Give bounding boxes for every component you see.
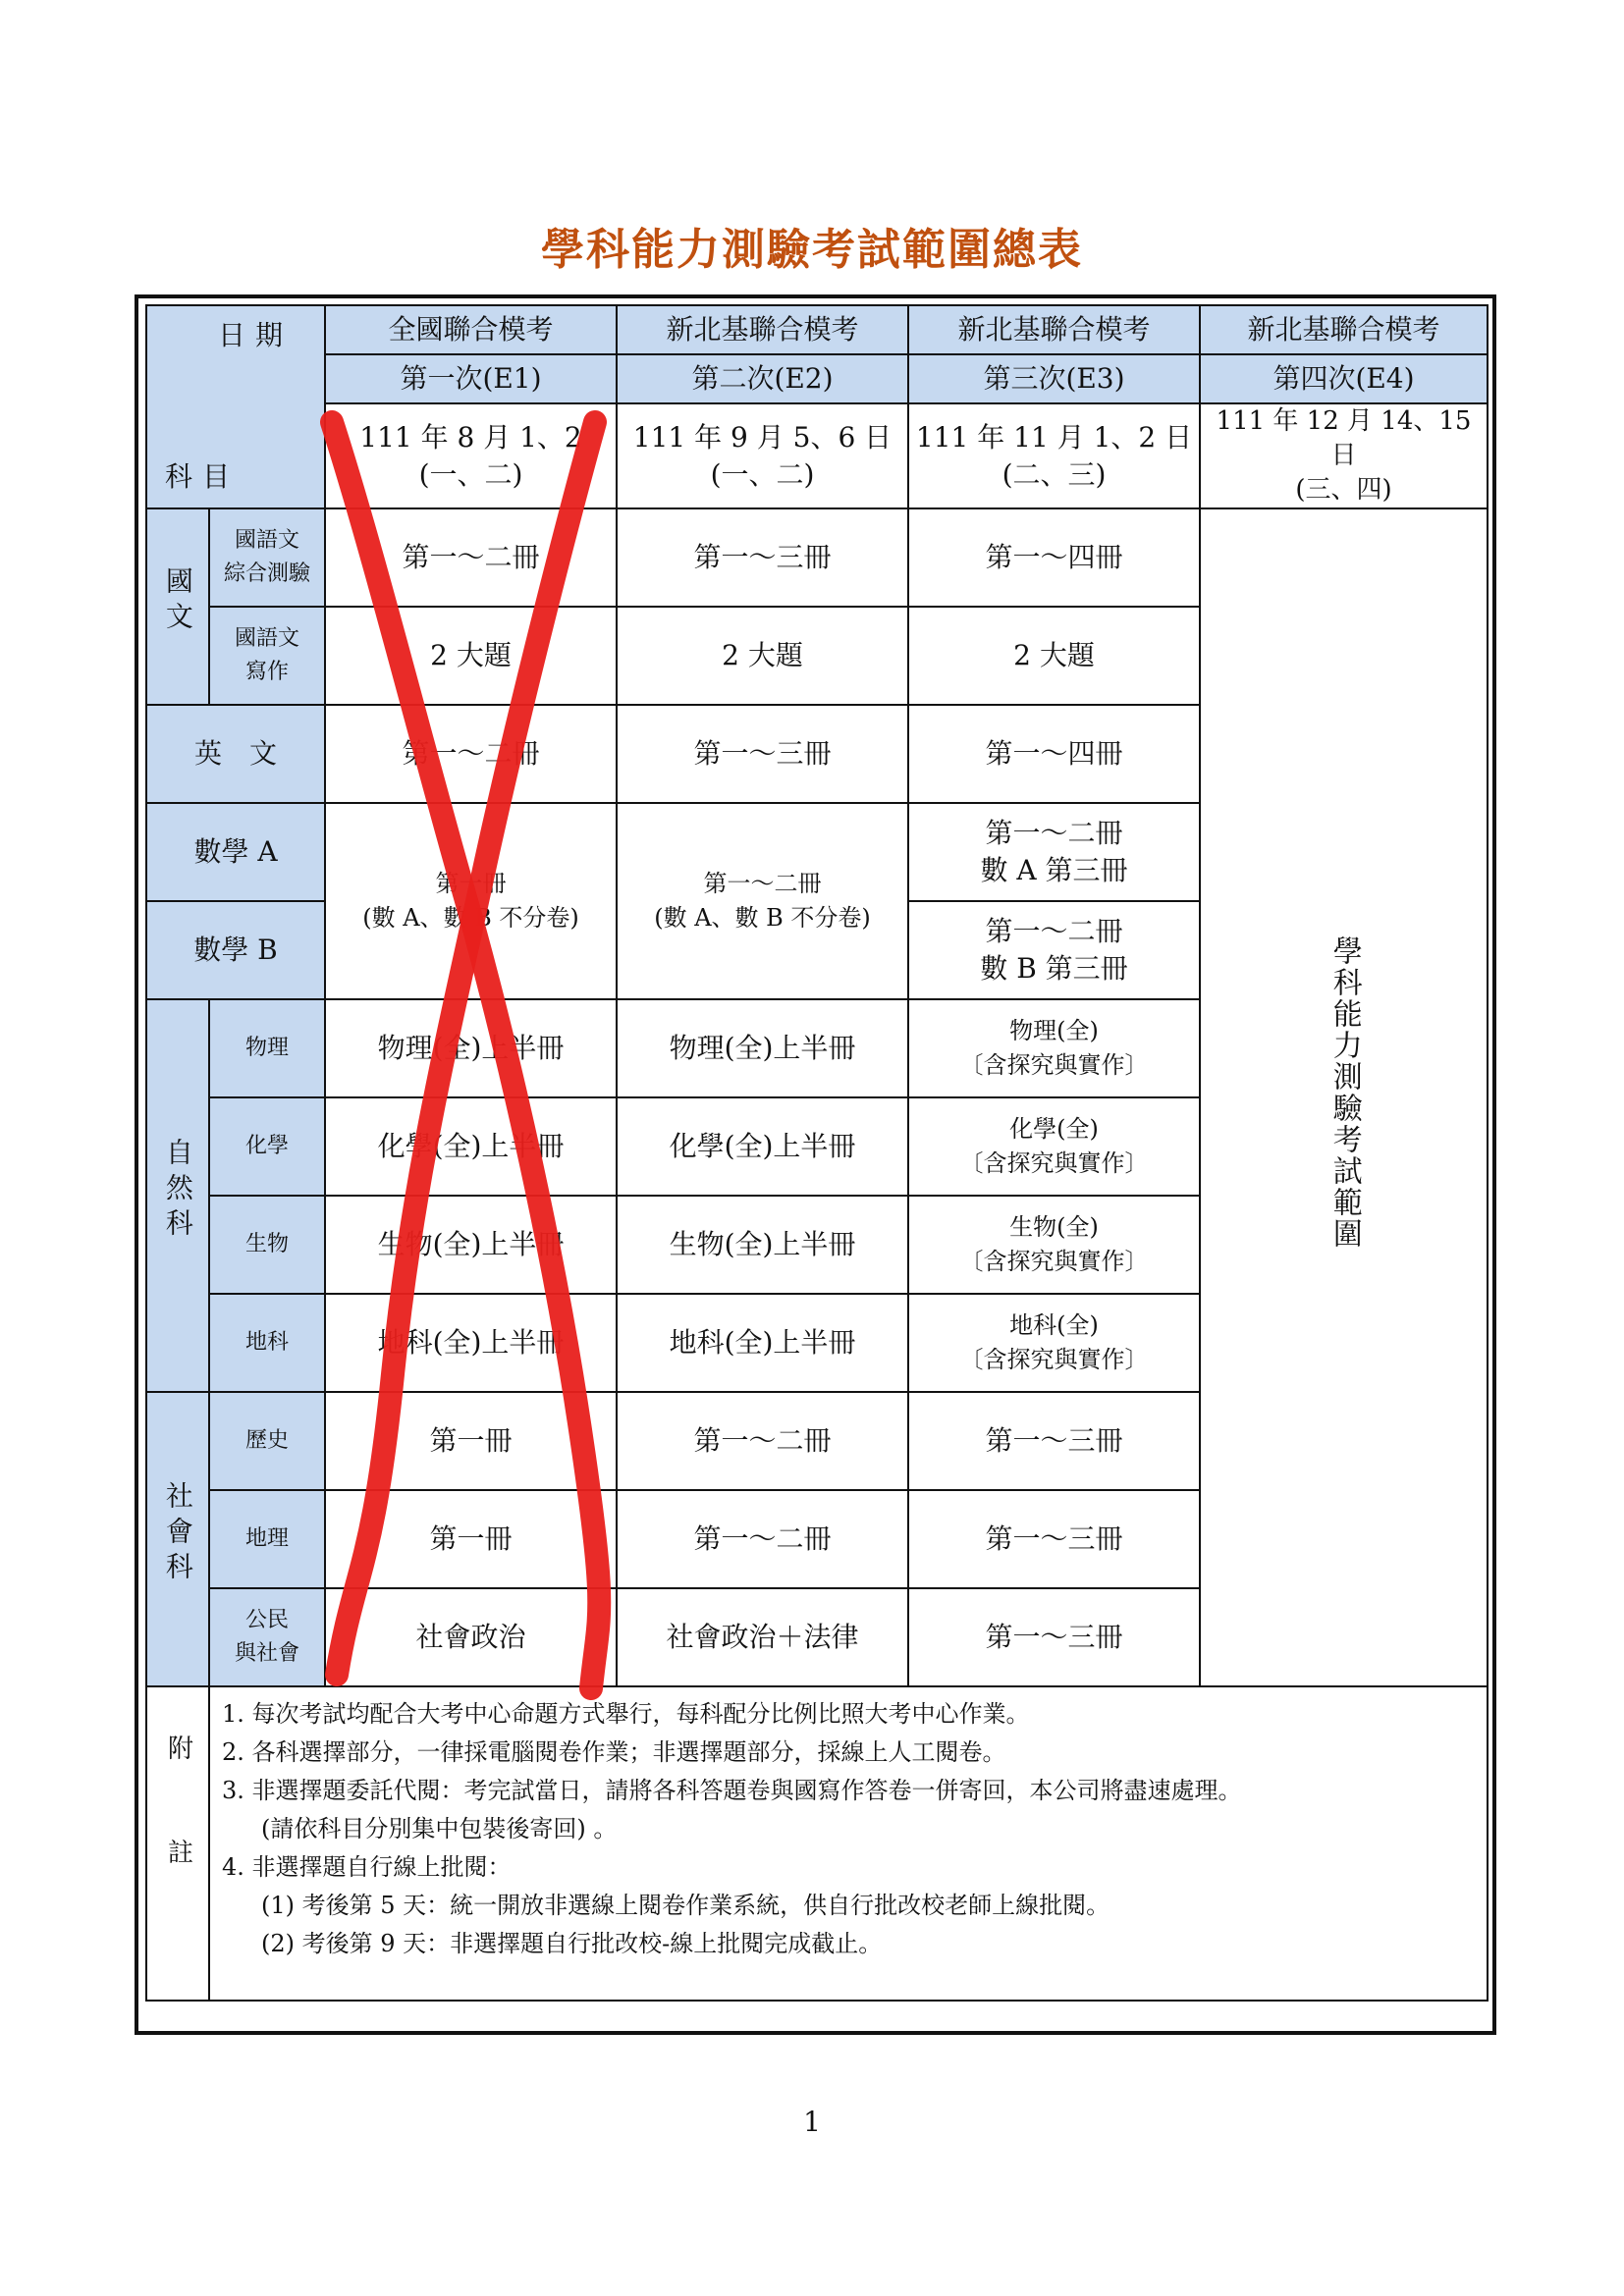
cell-chemistry-e2: 化學(全)上半冊 xyxy=(617,1097,908,1196)
cell-chinese-reading-e1: 第一～二冊 xyxy=(325,508,617,607)
cell-chinese-writing-e3: 2 大題 xyxy=(908,607,1200,705)
cell-math-e1: 第一冊 (數 A、數 B 不分卷) xyxy=(325,803,617,999)
cell-earth-e1: 地科(全)上半冊 xyxy=(325,1294,617,1392)
row-label-geography: 地理 xyxy=(209,1490,325,1588)
cell-biology-e3: 生物(全) 〔含探究與實作〕 xyxy=(908,1196,1200,1294)
notes-label: 附註 xyxy=(146,1686,209,2001)
cell-geography-e2: 第一～二冊 xyxy=(617,1490,908,1588)
col-date-e1: 111 年 8 月 1、2 (一、二) xyxy=(325,403,617,508)
page-title: 學科能力測驗考試範圍總表 xyxy=(541,225,1083,275)
note-4: 4. 非選擇題自行線上批閱： xyxy=(222,1852,512,1881)
subject-label: 科目 xyxy=(165,459,241,493)
cell-math-a-e3: 第一～二冊 數 A 第三冊 xyxy=(908,803,1200,901)
cell-english-e3: 第一～四冊 xyxy=(908,705,1200,803)
exam-scope-table xyxy=(145,304,1489,2002)
cell-english-e2: 第一～三冊 xyxy=(617,705,908,803)
col-round-e1: 第一次(E1) xyxy=(325,354,617,403)
cell-physics-e1: 物理(全)上半冊 xyxy=(325,999,617,1097)
cell-earth-e3: 地科(全) 〔含探究與實作〕 xyxy=(908,1294,1200,1392)
cell-chinese-reading-e3: 第一～四冊 xyxy=(908,508,1200,607)
cell-biology-e2: 生物(全)上半冊 xyxy=(617,1196,908,1294)
cell-chinese-writing-e1: 2 大題 xyxy=(325,607,617,705)
col-date-e2: 111 年 9 月 5、6 日 (一、二) xyxy=(617,403,908,508)
cell-chinese-writing-e2: 2 大題 xyxy=(617,607,908,705)
cell-english-e1: 第一～二冊 xyxy=(325,705,617,803)
cell-history-e1: 第一冊 xyxy=(325,1392,617,1490)
cell-e4-scope: 學科能力測驗考試範圍 xyxy=(1200,508,1488,1686)
row-label-earth: 地科 xyxy=(209,1294,325,1392)
note-2: 2. 各科選擇部分，一律採電腦閱卷作業；非選擇題部分，採線上人工閱卷。 xyxy=(222,1738,1006,1767)
col-org-e3: 新北基聯合模考 xyxy=(908,305,1200,354)
col-round-e4: 第四次(E4) xyxy=(1200,354,1488,403)
date-label: 日期 xyxy=(217,318,293,351)
col-round-e2: 第二次(E2) xyxy=(617,354,908,403)
cell-math-e2: 第一～二冊 (數 A、數 B 不分卷) xyxy=(617,803,908,999)
cell-history-e2: 第一～二冊 xyxy=(617,1392,908,1490)
row-label-civics: 公民 與社會 xyxy=(209,1588,325,1686)
col-round-e3: 第三次(E3) xyxy=(908,354,1200,403)
page-number: 1 xyxy=(803,2106,821,2138)
row-label-history: 歷史 xyxy=(209,1392,325,1490)
cell-civics-e2: 社會政治＋法律 xyxy=(617,1588,908,1686)
note-3: 3. 非選擇題委託代閱：考完試當日，請將各科答題卷與國寫作答卷一併寄回，本公司將盡速處理。 xyxy=(222,1777,1242,1805)
group-chinese: 國文 xyxy=(146,508,209,705)
group-math-b: 數學 B xyxy=(146,901,325,999)
col-date-e3: 111 年 11 月 1、2 日 (二、三) xyxy=(908,403,1200,508)
group-social: 社會科 xyxy=(146,1392,209,1686)
row-label-physics: 物理 xyxy=(209,999,325,1097)
corner-header xyxy=(146,305,325,508)
note-4-2: (2) 考後第 9 天：非選擇題自行批改校-線上批閱完成截止。 xyxy=(261,1929,883,1957)
cell-earth-e2: 地科(全)上半冊 xyxy=(617,1294,908,1392)
cell-chemistry-e3: 化學(全) 〔含探究與實作〕 xyxy=(908,1097,1200,1196)
cell-math-b-e3: 第一～二冊 數 B 第三冊 xyxy=(908,901,1200,999)
group-math-a: 數學 A xyxy=(146,803,325,901)
cell-biology-e1: 生物(全)上半冊 xyxy=(325,1196,617,1294)
row-label-chemistry: 化學 xyxy=(209,1097,325,1196)
cell-history-e3: 第一～三冊 xyxy=(908,1392,1200,1490)
notes-body xyxy=(209,1686,1488,2001)
note-4-1: (1) 考後第 5 天：統一開放非選線上閱卷作業系統，供自行批改校老師上線批閱。 xyxy=(261,1891,1110,1919)
cell-chinese-reading-e2: 第一～三冊 xyxy=(617,508,908,607)
cell-geography-e1: 第一冊 xyxy=(325,1490,617,1588)
group-english: 英 文 xyxy=(146,705,325,803)
cell-civics-e1: 社會政治 xyxy=(325,1588,617,1686)
row-label-chinese-writing: 國語文 寫作 xyxy=(209,607,325,705)
cell-geography-e3: 第一～三冊 xyxy=(908,1490,1200,1588)
group-science: 自然科 xyxy=(146,999,209,1392)
note-3-sub: (請依科目分別集中包裝後寄回) 。 xyxy=(261,1814,618,1842)
cell-chemistry-e1: 化學(全)上半冊 xyxy=(325,1097,617,1196)
cell-physics-e2: 物理(全)上半冊 xyxy=(617,999,908,1097)
cell-civics-e3: 第一～三冊 xyxy=(908,1588,1200,1686)
row-label-biology: 生物 xyxy=(209,1196,325,1294)
col-org-e1: 全國聯合模考 xyxy=(325,305,617,354)
note-1: 1. 每次考試均配合大考中心命題方式舉行，每科配分比例比照大考中心作業。 xyxy=(222,1700,1030,1729)
cell-physics-e3: 物理(全) 〔含探究與實作〕 xyxy=(908,999,1200,1097)
col-date-e4: 111 年 12 月 14、15 日 (三、四) xyxy=(1200,403,1488,508)
col-org-e4: 新北基聯合模考 xyxy=(1200,305,1488,354)
row-label-chinese-reading: 國語文 綜合測驗 xyxy=(209,508,325,607)
col-org-e2: 新北基聯合模考 xyxy=(617,305,908,354)
